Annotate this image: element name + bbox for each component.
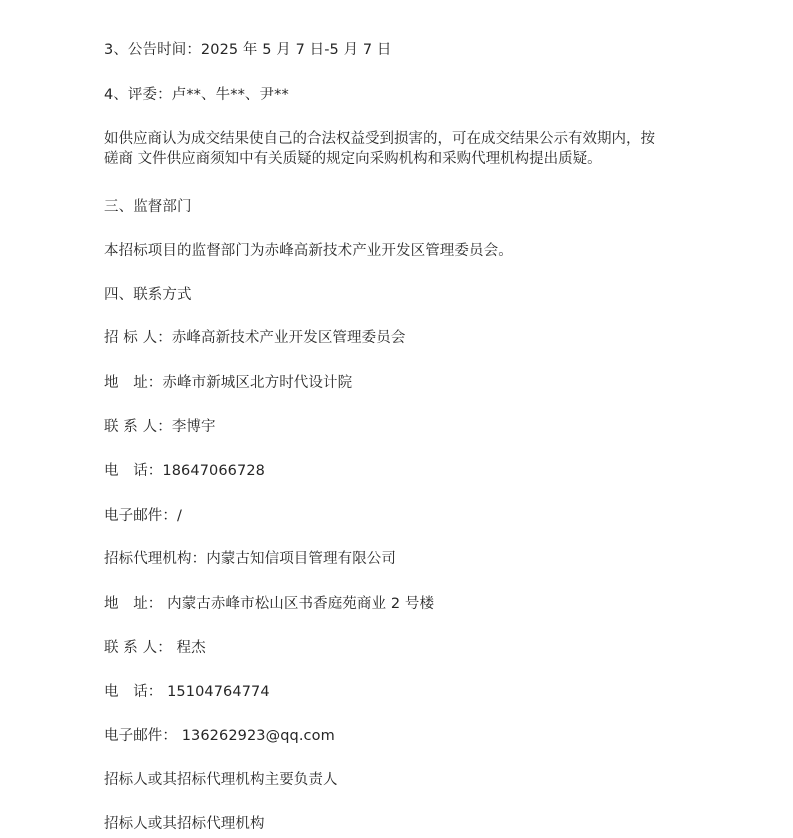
tenderer-name: 招 标 人：赤峰高新技术产业开发区管理委员会 [104, 330, 406, 346]
supervision-text: 本招标项目的监督部门为赤峰高新技术产业开发区管理委员会。 [104, 243, 513, 259]
agency-phone: 电 话： 15104764774 [104, 684, 270, 700]
notice-paragraph-line-1: 如供应商认为成交结果使自己的合法权益受到损害的，可在成交结果公示有效期内，按 [104, 131, 655, 147]
agency-name: 招标代理机构：内蒙古知信项目管理有限公司 [104, 551, 396, 567]
supervision-heading: 三、监督部门 [104, 199, 192, 215]
notice-paragraph [104, 129, 655, 169]
agency-email[interactable]: 电子邮件： 136262923@qq.com [104, 728, 335, 744]
tenderer-address: 地 址：赤峰市新城区北方时代设计院 [104, 375, 353, 391]
contact-heading: 四、联系方式 [104, 287, 192, 303]
tenderer-email: 电子邮件：/ [104, 508, 182, 524]
signature-line-1: 招标人或其招标代理机构主要负责人 [104, 772, 338, 788]
agency-contact: 联 系 人： 程杰 [104, 640, 206, 656]
announcement-time-line: 3、公告时间：2025 年 5 月 7 日-5 月 7 日 [104, 42, 392, 58]
signature-line-2: 招标人或其招标代理机构 [104, 816, 265, 832]
notice-paragraph-line-2: 磋商 文件供应商须知中有关质疑的规定向采购机构和采购代理机构提出质疑。 [104, 151, 602, 167]
agency-address: 地 址： 内蒙古赤峰市松山区书香庭苑商业 2 号楼 [104, 596, 435, 612]
judges-line: 4、评委：卢**、牛**、尹** [104, 87, 289, 103]
tenderer-contact: 联 系 人：李博宇 [104, 419, 216, 435]
tenderer-phone: 电 话：18647066728 [104, 463, 265, 479]
